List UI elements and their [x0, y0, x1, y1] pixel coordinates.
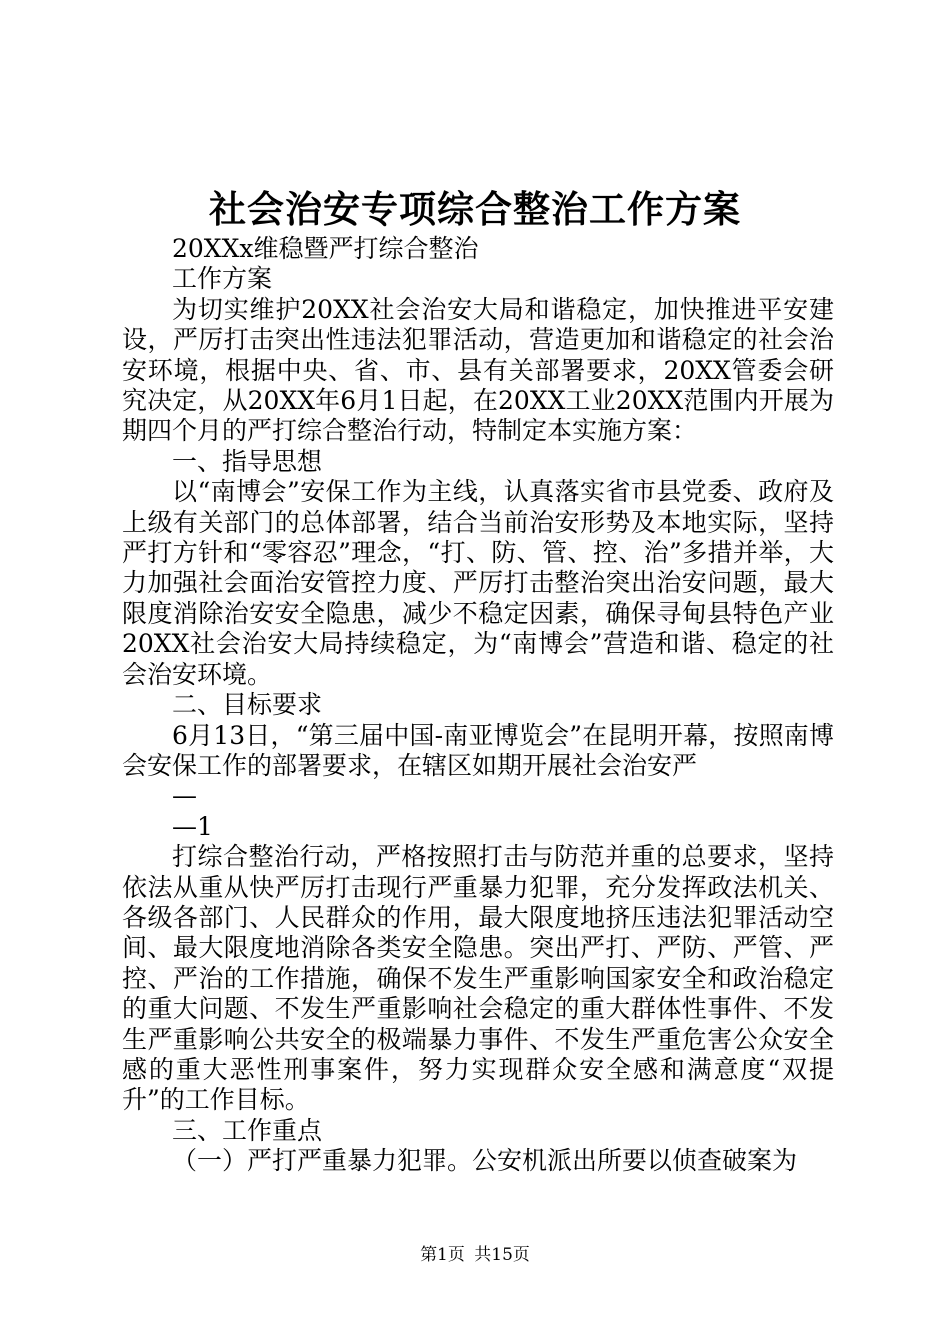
section-3-paragraph: （一）严打严重暴力犯罪。公安机派出所要以侦查破案为 — [172, 1146, 798, 1176]
section-2-paragraph: 6月13日，“第三届中国-南亚博览会”在昆明开幕，按照南博会安保工作的部署要求，在辖区如期开展社会治安严 — [122, 720, 834, 780]
page-total: 共15页 — [474, 1245, 530, 1265]
section-1-paragraph: 以“南博会”安保工作为主线，认真落实省市县党委、政府及上级有关部门的总体部署，结合当前治安形势及本地实际，坚持严打方针和“零容忍”理念，“打、防、管、控、治”多措并举，大力加强社会面治安管控力度、严厉打击整治突出治安问题，最大限度消除治安安全隐患，减少不稳定因素，确保寻甸县特色产业20XX社会治安大局持续稳定，为“南博会”营造和谐、稳定的社会治安环境。 — [122, 477, 834, 689]
document-body — [122, 234, 834, 1177]
section-heading-2: 二、目标要求 — [172, 690, 323, 720]
section-heading-1: 一、指导思想 — [172, 446, 323, 476]
section-heading-3: 三、工作重点 — [172, 1115, 323, 1145]
section-2-continued-paragraph: 打综合整治行动，严格按照打击与防范并重的总要求，坚持依法从重从快严厉打击现行严重暴力犯罪，充分发挥政法机关、各级各部门、人民群众的作用，最大限度地挤压违法犯罪活动空间、最大限度地消除各类安全隐患。突出严打、严防、严管、严控、严治的工作措施，确保不发生严重影响国家安全和政治稳定的重大问题、不发生严重影响社会稳定的重大群体性事件、不发生严重影响公共安全的极端暴力事件、不发生严重危害公众安全感的重大恶性刑事案件，努力实现群众安全感和满意度“双提升”的工作目标。 — [122, 842, 834, 1115]
subtitle-line-2: 工作方案 — [172, 264, 273, 294]
page-number: 第1页 — [420, 1245, 465, 1265]
document-title: 社会治安专项综合整治工作方案 — [209, 187, 741, 231]
page-footer — [0, 1244, 950, 1266]
intro-paragraph: 为切实维护20XX社会治安大局和谐稳定，加快推进平安建设，严厉打击突出性违法犯罪活动，营造更加和谐稳定的社会治安环境，根据中央、省、市、县有关部署要求，20XX管委会研究决定，从20XX年6月1日起，在20XX工业20XX范围内开展为期四个月的严打综合整治行动，特制定本实施方案： — [122, 294, 834, 446]
page-break-number: —1 — [172, 811, 213, 841]
subtitle-line-1: 20XXx维稳暨严打综合整治 — [172, 234, 479, 263]
page-break-dash: — — [172, 781, 197, 811]
